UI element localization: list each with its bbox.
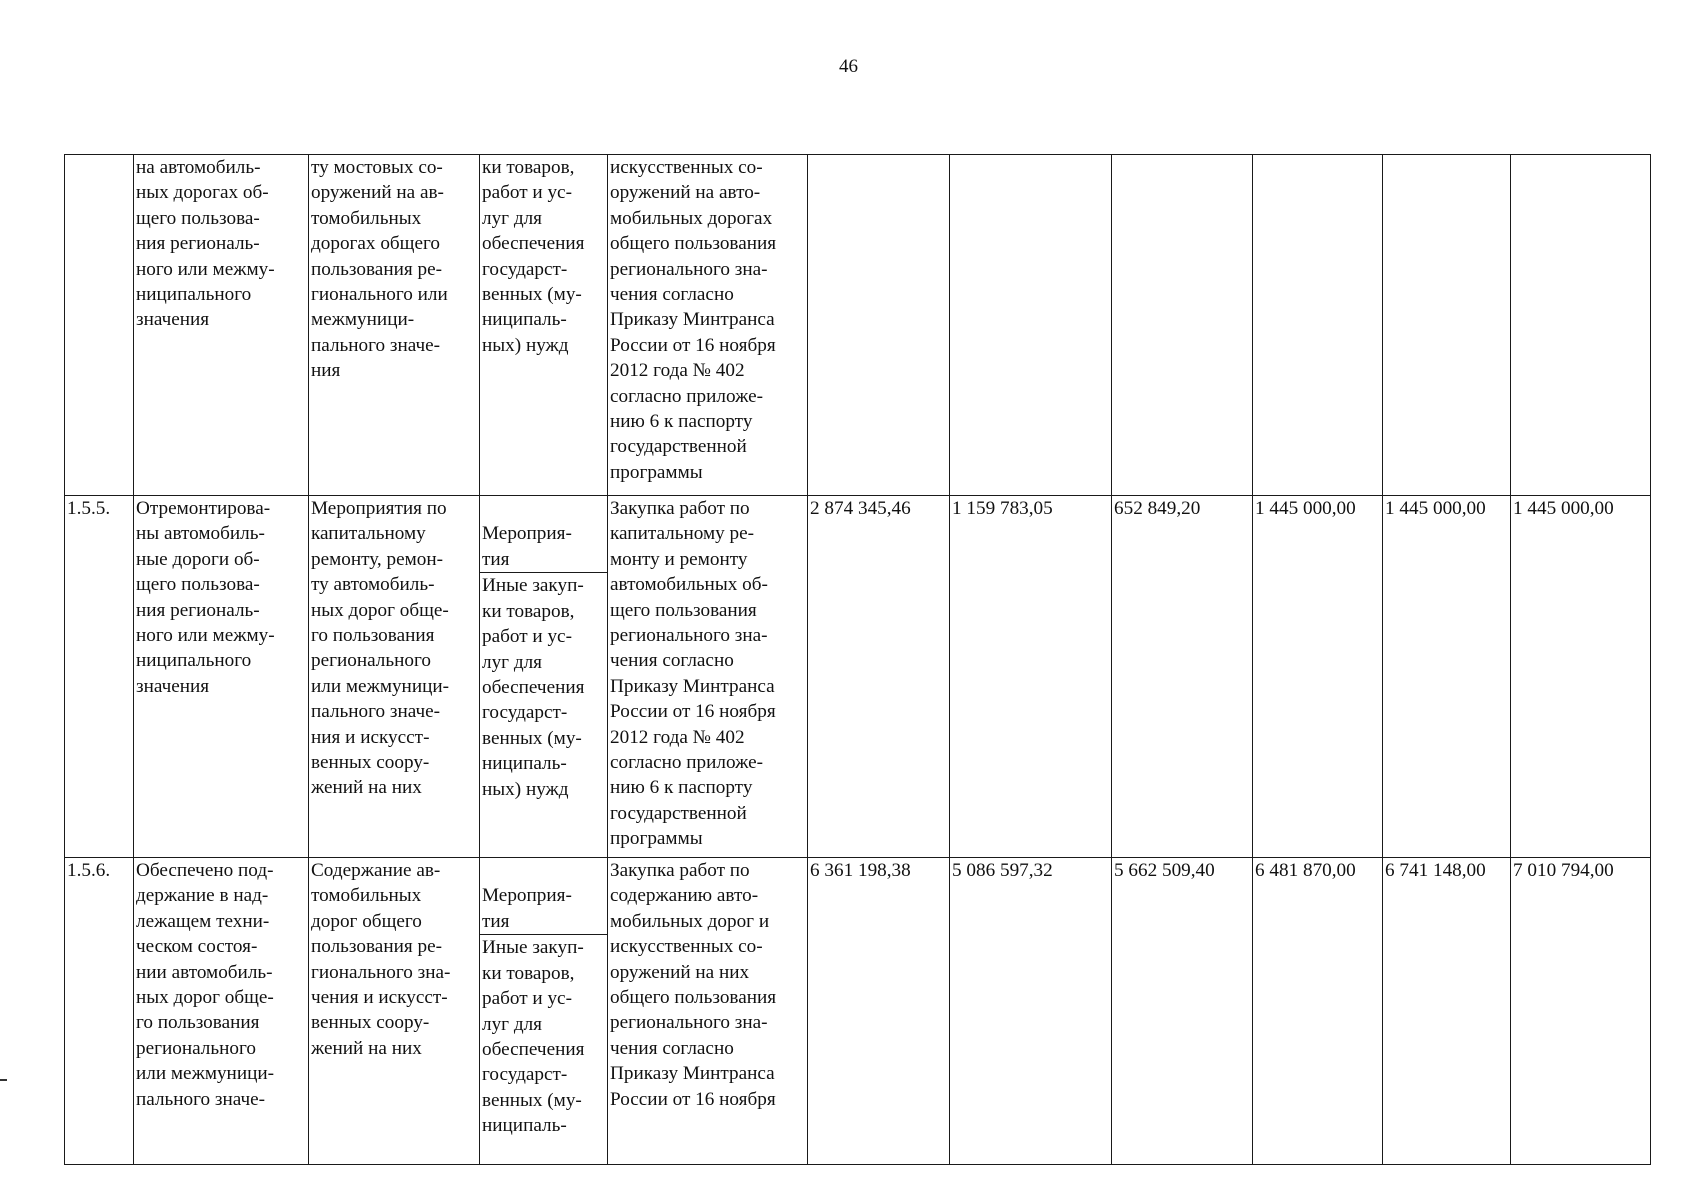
- amount-cell: [1383, 155, 1511, 496]
- amount-cell: [950, 155, 1112, 496]
- amount-cell: 1 445 000,00: [1383, 496, 1511, 858]
- amount-cell: [808, 155, 950, 496]
- amount-cell: 6 361 198,38: [808, 858, 950, 1165]
- amount-cell: [1112, 155, 1253, 496]
- expense-type: ки товаров, работ и ус- луг для обеспечения государст- венных (му- ниципаль- ных) нужд: [480, 155, 608, 496]
- amount-cell: 5 662 509,40: [1112, 858, 1253, 1165]
- activity-name: ту мостовых со- оружений на ав- томобильных дорогах общего пользования ре- гионального или межмуници- пального значе- ния: [309, 155, 480, 496]
- activity-name: Содержание ав- томобильных дорог общего пользования ре- гионального зна- чения и искусст- венных соору- жений на них: [309, 858, 480, 1165]
- expense-category: Мероприя- тия: [480, 883, 607, 935]
- amount-cell: 1 445 000,00: [1253, 496, 1383, 858]
- expense-type-cell: [480, 496, 608, 858]
- row-code: 1.5.5.: [65, 496, 134, 858]
- expense-type: Иные закуп- ки товаров, работ и ус- луг для обеспечения государст- венных (му- ниципаль-: [482, 937, 585, 1137]
- expense-category: Мероприя- тия: [480, 521, 607, 573]
- purchase-description: Закупка работ по содержанию авто- мобильных дорог и искусственных со- оружений на них общего пользования регионального зна- чения согласно Приказу Минтранса России от 16 ноября: [608, 858, 808, 1165]
- purchase-description: искусственных со- оружений на авто- мобильных дорогах общего пользования регионального зна- чения согласно Приказу Минтранса России от 16 ноября 2012 года № 402 согласно приложе- нию 6 к паспорту государственной программы: [608, 155, 808, 496]
- purchase-description: Закупка работ по капитальному ре- монту и ремонту автомобильных об- щего пользования регионального зна- чения согласно Приказу Минтранса России от 16 ноября 2012 года № 402 согласно приложе- нию 6 к паспорту государственной программы: [608, 496, 808, 858]
- result-description: Отремонтирова- ны автомобиль- ные дороги об- щего пользова- ния региональ- ного или межму- ниципального значения: [134, 496, 309, 858]
- expense-type-cell: [480, 858, 608, 1165]
- amount-cell: 1 159 783,05: [950, 496, 1112, 858]
- amount-cell: [1253, 155, 1383, 496]
- amount-cell: 7 010 794,00: [1511, 858, 1651, 1165]
- amount-cell: 5 086 597,32: [950, 858, 1112, 1165]
- expense-type: Иные закуп- ки товаров, работ и ус- луг для обеспечения государст- венных (му- ниципаль- ных) нужд: [482, 575, 585, 800]
- table-row: [65, 858, 1651, 1165]
- table-row: [65, 155, 1651, 496]
- row-code: [65, 155, 134, 496]
- activity-name: Мероприятия по капитальному ремонту, ремон- ту автомобиль- ных дорог обще- го пользования регионального или межмуници- пального значе- ния и искусст- венных соору- жений на них: [309, 496, 480, 858]
- scan-mark: [0, 1079, 7, 1081]
- page-number: 46: [839, 56, 858, 77]
- amount-cell: 1 445 000,00: [1511, 496, 1651, 858]
- row-code: 1.5.6.: [65, 858, 134, 1165]
- amount-cell: [1511, 155, 1651, 496]
- amount-cell: 6 481 870,00: [1253, 858, 1383, 1165]
- program-table: [64, 154, 1651, 1165]
- result-description: Обеспечено под- держание в над- лежащем техни- ческом состоя- нии автомобиль- ных дорог обще- го пользования регионального или межмуници- пального значе-: [134, 858, 309, 1165]
- table-row: [65, 496, 1651, 858]
- amount-cell: 6 741 148,00: [1383, 858, 1511, 1165]
- amount-cell: 652 849,20: [1112, 496, 1253, 858]
- result-description: на автомобиль- ных дорогах об- щего пользова- ния региональ- ного или межму- ниципального значения: [134, 155, 309, 496]
- amount-cell: 2 874 345,46: [808, 496, 950, 858]
